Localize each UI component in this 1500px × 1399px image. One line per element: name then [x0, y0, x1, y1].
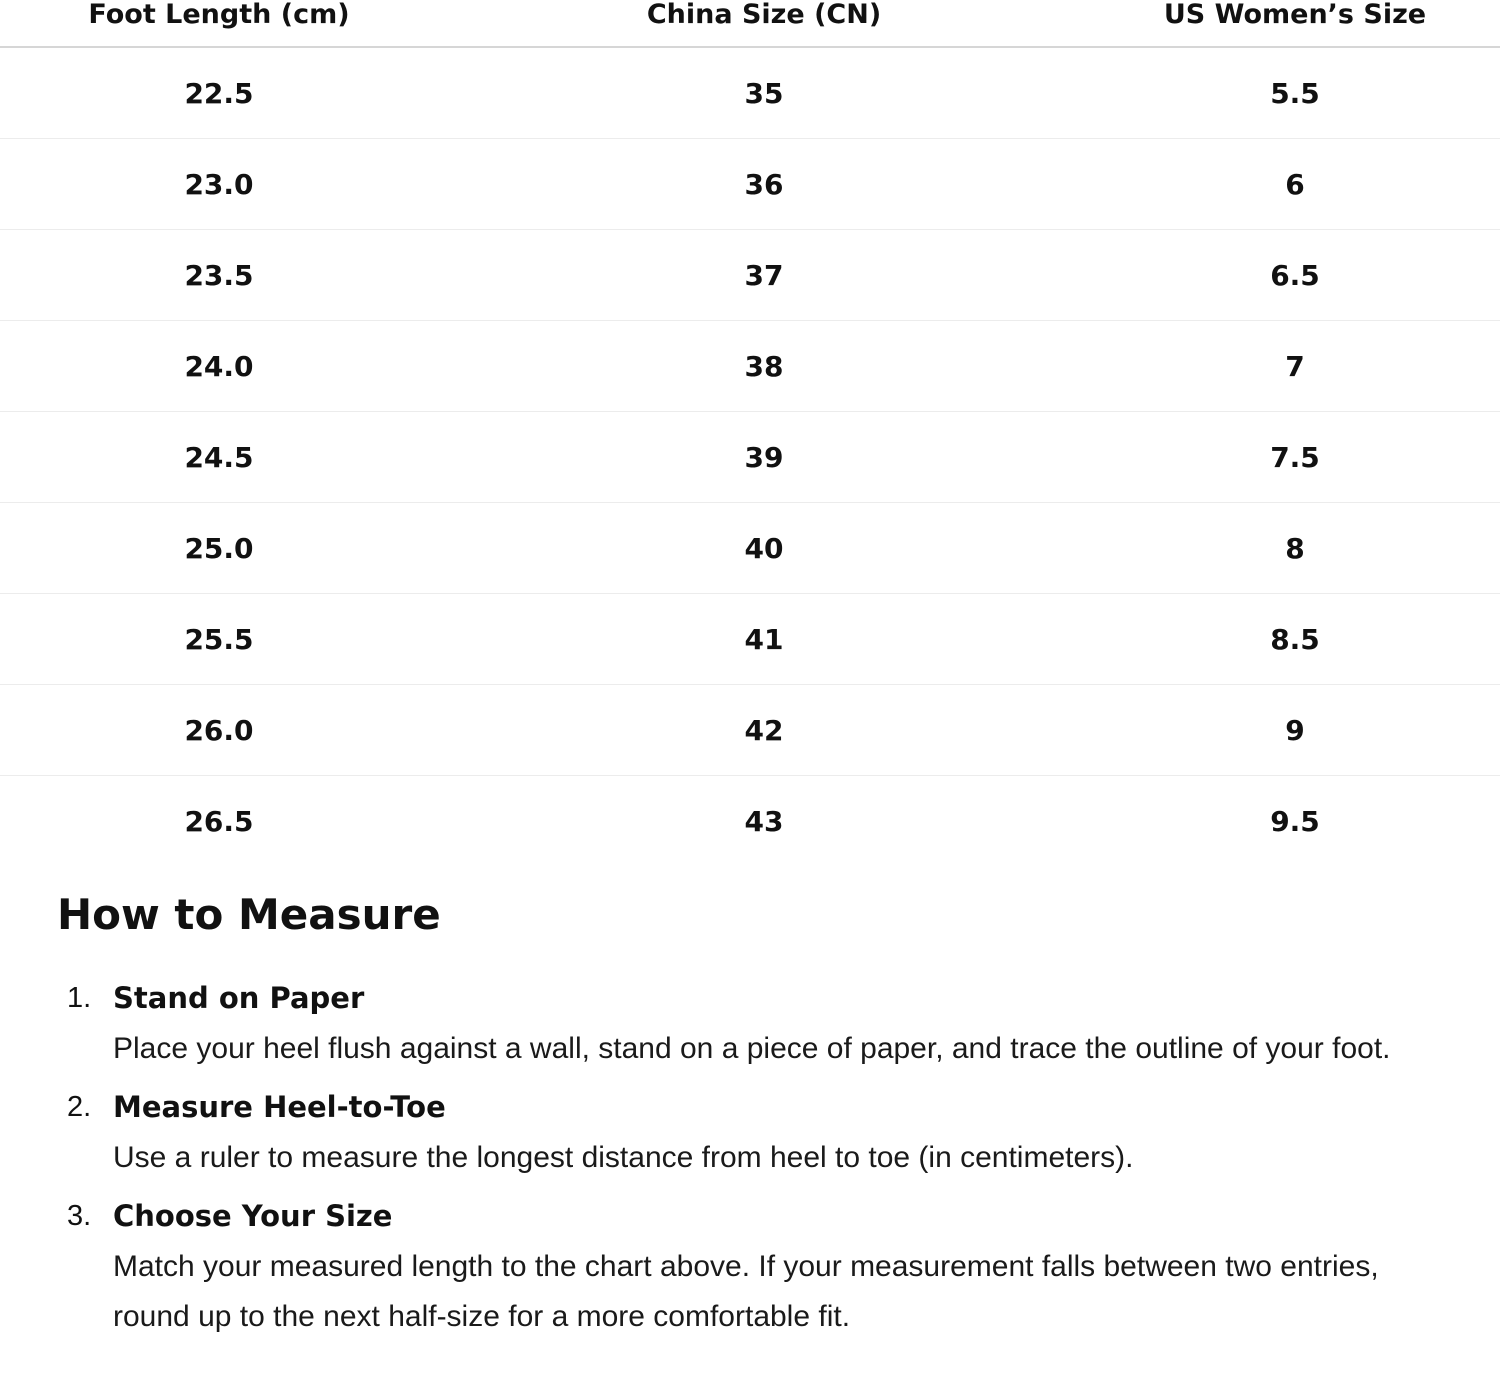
cell-china-size: 43: [744, 804, 784, 838]
cell-foot-length: 26.5: [184, 804, 254, 838]
cell-us-size: 9.5: [1270, 804, 1320, 838]
cell-foot-length: 26.0: [0, 685, 438, 776]
step-description: Use a ruler to measure the longest distance from heel to toe (in centimeters).: [113, 1141, 1134, 1174]
cell-us-size: 8: [1090, 503, 1500, 594]
table-row: [0, 230, 1500, 321]
cell-china-size: 41: [438, 594, 1090, 685]
step-description: Place your heel flush against a wall, stand on a piece of paper, and trace the outline of your foot.: [113, 1032, 1391, 1065]
cell-foot-length: 25.5: [0, 594, 438, 685]
step-description: Match your measured length to the chart above. If your measurement falls between two entries, round up to the next half-size for a more comfortable fit.: [113, 1250, 1379, 1333]
step-number: 3.: [67, 1200, 92, 1232]
cell-us-size: 5.5: [1090, 47, 1500, 139]
cell-foot-length: 24.0: [0, 321, 438, 412]
cell-us-size: 6: [1090, 139, 1500, 230]
step-title: Choose Your Size: [113, 1199, 393, 1233]
cell-foot-length: 24.5: [0, 412, 438, 503]
cell-china-size: 39: [438, 412, 1090, 503]
table-row: [0, 503, 1500, 594]
table-row: [0, 139, 1500, 230]
how-to-measure-heading: How to Measure: [57, 890, 441, 939]
cell-foot-length: 25.0: [0, 503, 438, 594]
cell-china-size: 40: [438, 503, 1090, 594]
cell-china-size: 36: [438, 139, 1090, 230]
cell-us-size: 7: [1090, 321, 1500, 412]
header-foot-length: Foot Length (cm): [0, 0, 438, 47]
cell-china-size: 38: [438, 321, 1090, 412]
step-title: Measure Heel-to-Toe: [113, 1090, 446, 1124]
cell-foot-length: 23.0: [0, 139, 438, 230]
table-row: [0, 594, 1500, 685]
step-title: Stand on Paper: [113, 981, 365, 1015]
measure-step-2: [0, 1084, 1500, 1183]
cell-us-size: 9: [1090, 685, 1500, 776]
cell-foot-length: 22.5: [0, 47, 438, 139]
measure-step-1: [0, 975, 1500, 1074]
step-number: 1.: [67, 982, 92, 1014]
measure-step-3: [0, 1193, 1500, 1342]
cell-foot-length: 23.5: [0, 230, 438, 321]
table-row: [0, 47, 1500, 139]
cell-china-size: 35: [438, 47, 1090, 139]
table-row: [0, 321, 1500, 412]
table-row: [0, 776, 1500, 867]
cell-us-size: 8.5: [1090, 594, 1500, 685]
step-number: 2.: [67, 1091, 92, 1123]
table-row: [0, 685, 1500, 776]
cell-china-size: 42: [438, 685, 1090, 776]
header-china-size: China Size (CN): [438, 0, 1090, 47]
table-header-row: [0, 0, 1500, 47]
cell-us-size: 7.5: [1090, 412, 1500, 503]
table-row: [0, 412, 1500, 503]
measure-steps-list: [0, 975, 1500, 1352]
cell-us-size: 6.5: [1090, 230, 1500, 321]
cell-china-size: 37: [438, 230, 1090, 321]
header-us-womens-size: US Women’s Size: [1090, 0, 1500, 47]
